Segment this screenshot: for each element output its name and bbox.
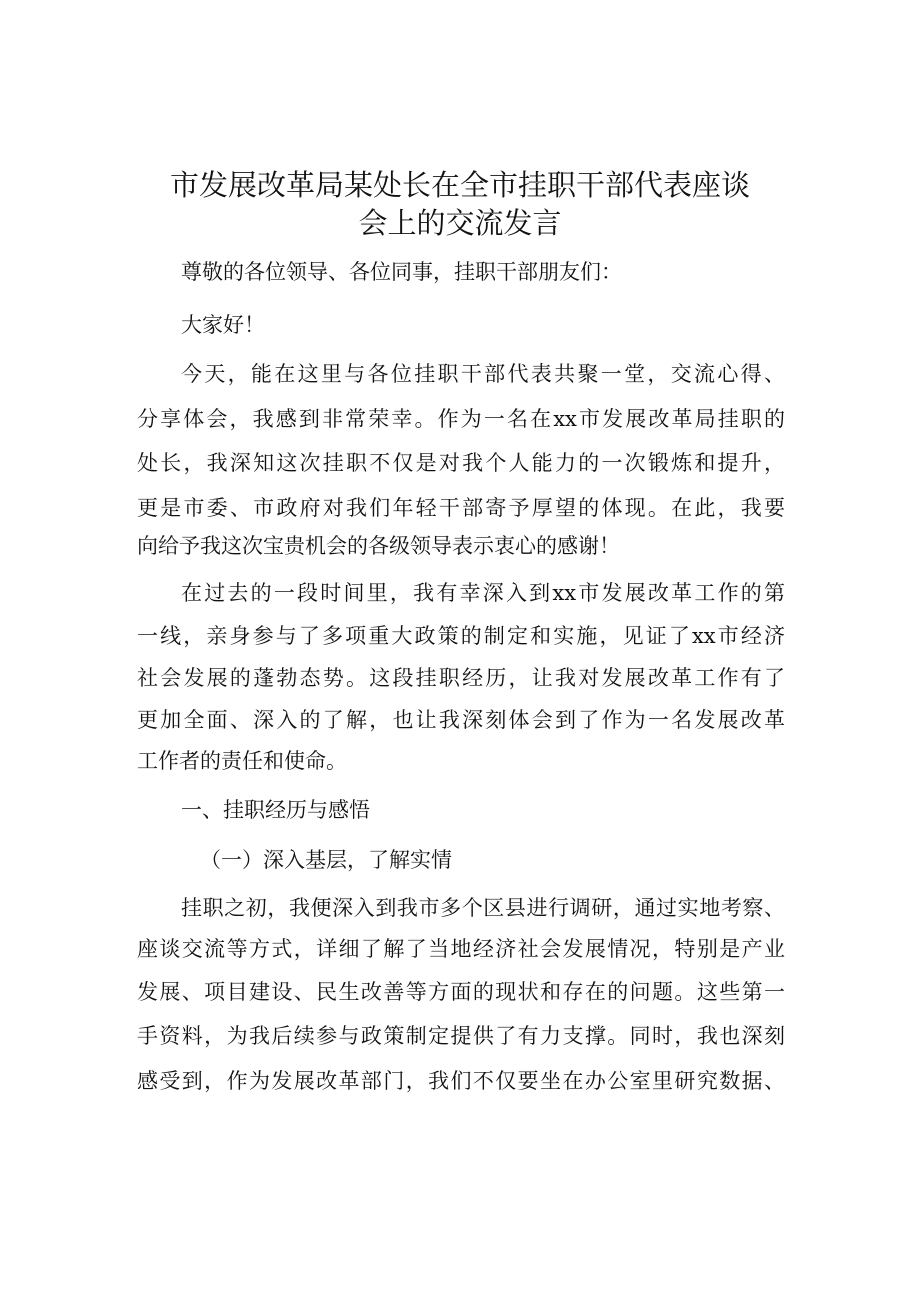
paragraph-line: 分享体会，我感到非常荣幸。作为一名在xx市发展改革局挂职的 (137, 407, 785, 431)
section-heading: 一、挂职经历与感悟 (181, 798, 370, 822)
paragraph-line: 更是市委、市政府对我们年轻干部寄予厚望的体现。在此，我要 (137, 496, 785, 520)
document-title-line-1: 市发展改革局某处长在全市挂职干部代表座谈 (169, 168, 750, 202)
salutation: 尊敬的各位领导、各位同事，挂职干部朋友们： (181, 260, 622, 284)
document-title-line-2: 会上的交流发言 (358, 206, 562, 240)
paragraph-line: 今天，能在这里与各位挂职干部代表共聚一堂，交流心得、 (181, 362, 785, 386)
paragraph-line: 发展、项目建设、民生改善等方面的现状和存在的问题。这些第一 (137, 980, 785, 1004)
paragraph-line: 处长，我深知这次挂职不仅是对我个人能力的一次锻炼和提升， (137, 451, 785, 475)
paragraph-line: 社会发展的蓬勃态势。这段挂职经历，让我对发展改革工作有了 (137, 666, 785, 690)
paragraph-line: 更加全面、深入的了解，也让我深刻体会到了作为一名发展改革 (137, 708, 785, 732)
subsection-heading: （一）深入基层，了解实情 (200, 848, 452, 872)
paragraph-line: 在过去的一段时间里，我有幸深入到xx市发展改革工作的第 (181, 581, 785, 605)
paragraph-line: 手资料，为我后续参与政策制定提供了有力支撑。同时，我也深刻 (137, 1024, 785, 1048)
paragraph-line: 一线，亲身参与了多项重大政策的制定和实施，见证了xx市经济 (137, 624, 785, 648)
greeting: 大家好！ (181, 313, 265, 337)
paragraph-line: 工作者的责任和使命。 (137, 749, 347, 773)
paragraph-line: 向给予我这次宝贵机会的各级领导表示衷心的感谢！ (137, 534, 620, 558)
paragraph-line: 挂职之初，我便深入到我市多个区县进行调研，通过实地考察、 (181, 896, 785, 920)
paragraph-line: 感受到，作为发展改革部门，我们不仅要坐在办公室里研究数据、 (137, 1069, 785, 1093)
paragraph-line: 座谈交流等方式，详细了解了当地经济社会发展情况，特别是产业 (137, 937, 785, 961)
